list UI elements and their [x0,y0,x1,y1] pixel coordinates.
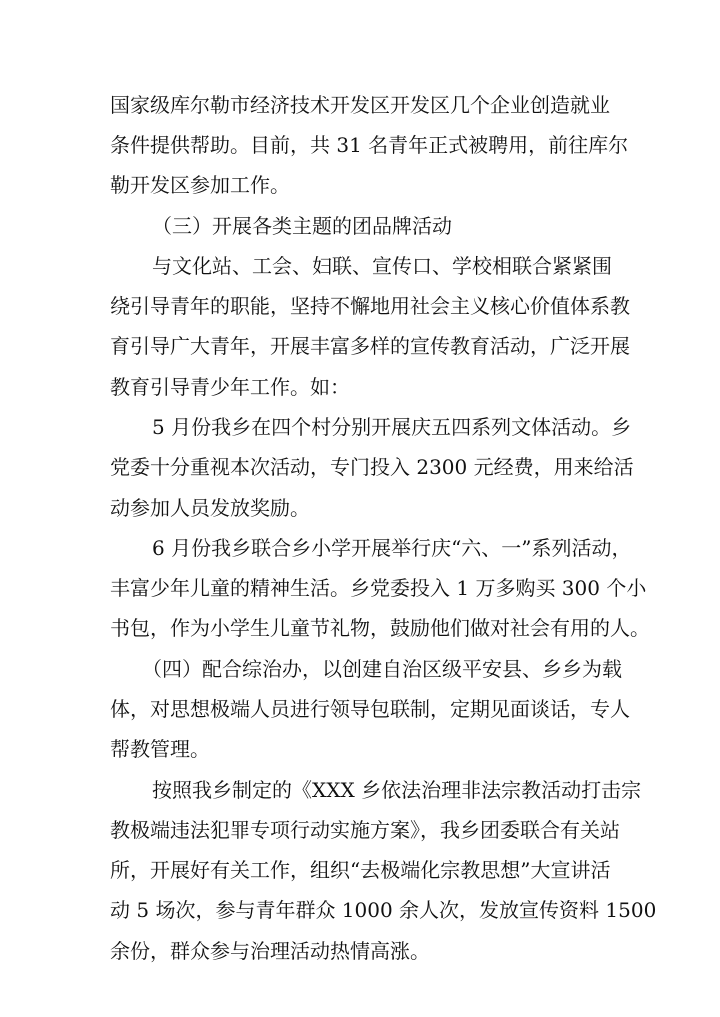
text-line-1: 国家级库尔勒市经济技术开发区开发区几个企业创造就业 [110,93,610,117]
text-line-22: 余份，群众参与治理活动热情高涨。 [110,939,430,963]
text-line-7: 育引导广大青年，开展丰富多样的宣传教育活动，广泛开展 [110,334,630,358]
text-line-13: 丰富少年儿童的精神生活。乡党委投入 1 万多购买 300 个小 [110,576,647,600]
text-line-10: 党委十分重视本次活动，专门投入 2300 元经费，用来给活 [110,455,634,479]
text-line-8: 教育引导青少年工作。如： [110,375,350,399]
text-line-20: 所，开展好有关工作，组织“去极端化宗教思想”大宣讲活 [110,858,611,882]
section-heading-3: （三）开展各类主题的团品牌活动 [152,214,452,238]
text-line-14: 书包，作为小学生儿童节礼物，鼓励他们做对社会有用的人。 [110,616,650,640]
text-line-17: 帮教管理。 [110,737,210,761]
text-line-21: 动 5 场次，参与青年群众 1000 余人次，发放宣传资料 1500 [110,898,657,922]
text-line-2: 条件提供帮助。目前，共 31 名青年正式被聘用，前往库尔 [110,133,629,157]
text-line-19: 教极端违法犯罪专项行动实施方案》，我乡团委联合有关站 [110,818,620,842]
text-line-12: 6 月份我乡联合乡小学开展举行庆“六、一”系列活动， [152,536,632,560]
text-line-11: 动参加人员发放奖励。 [110,496,310,520]
text-line-16: 体，对思想极端人员进行领导包联制，定期见面谈话，专人 [110,697,630,721]
text-line-18: 按照我乡制定的《XXX 乡依法治理非法宗教活动打击宗 [152,778,642,802]
text-line-5: 与文化站、工会、妇联、宣传口、学校相联合紧紧围 [152,254,612,278]
section-heading-4: （四）配合综治办，以创建自治区级平安县、乡乡为载 [142,657,622,681]
text-line-6: 绕引导青年的职能，坚持不懈地用社会主义核心价值体系教 [110,294,630,318]
text-line-9: 5 月份我乡在四个村分别开展庆五四系列文体活动。乡 [152,415,632,439]
text-line-3: 勒开发区参加工作。 [110,173,290,197]
